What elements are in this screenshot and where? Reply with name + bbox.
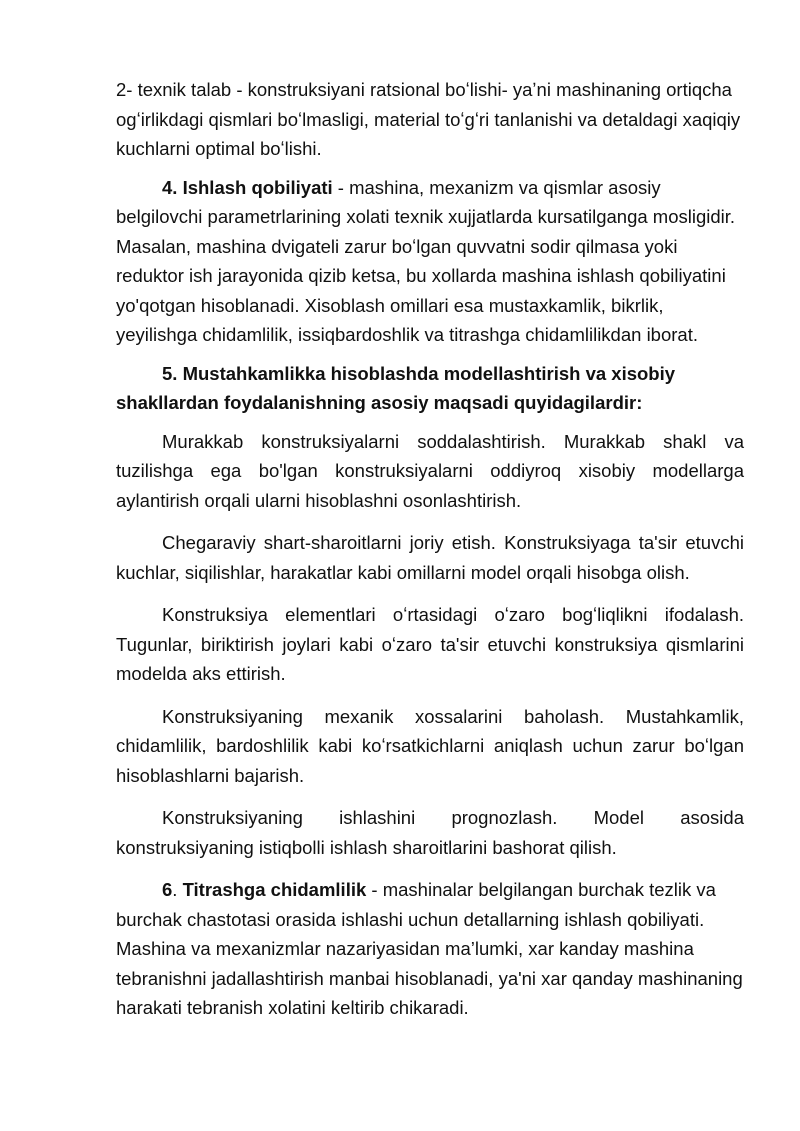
- heading-modelling-goals-text: 5. Mustahkamlikka hisoblashda modellashtirish va xisobiy shakllardan foydalanishning asosiy maqsadi quyidagilardir:: [116, 362, 676, 413]
- paragraph-mechanical-properties: Konstruksiyaning mexanik xossalarini baholash. Mustahkamlik, chidamlilik, bardoshlilik kabi koʻrsatkichlarni aniqlash uchun zarur boʻlgan hisoblashlarni bajarish.: [116, 705, 744, 786]
- working-capacity-text: - mashina, mexanizm va qismlar asosiy belgilovchi parametrlarining xolati texnik xujjatlarda kursatilganga mosligidir. Masalan, mashina dvigateli zarur boʻlgan quvvatni sodir qilmasa yoki reduktor ish jarayonida qizib ketsa, bu xollarda mashina ishlash qobiliyatini yo'qotgan hisoblanadi. Xisoblash omillari esa mustaxkamlik, bikrlik, yeyilishga chidamlilik, issiqbardoshlik va titrashga chidamlilikdan iborat.: [116, 176, 736, 345]
- paragraph-vibration-resistance: [116, 875, 744, 1023]
- paragraph-working-capacity: [116, 173, 744, 350]
- heading-working-capacity: 4. Ishlash qobiliyati: [162, 176, 333, 198]
- vibration-dot: .: [172, 879, 183, 900]
- heading-vibration-resistance: Titrashga chidamlilik: [182, 879, 367, 900]
- vibration-number: 6: [162, 879, 173, 900]
- document-body: [116, 75, 744, 1023]
- paragraph-boundary-conditions: Chegaraviy shart-sharoitlarni joriy etish. Konstruksiyaga ta'sir etuvchi kuchlar, siqilishlar, harakatlar kabi omillarni model orqali hisobga olish.: [116, 532, 744, 583]
- paragraph-simplification: Murakkab konstruksiyalarni soddalashtirish. Murakkab shakl va tuzilishga ega bo'lgan konstruksiyalarni oddiyroq xisobiy modellarga aylantirish orqali ularni hisoblashni osonlashtirish.: [116, 430, 744, 511]
- paragraph-technical-requirement: 2- texnik talab - konstruksiyani ratsional boʻlishi- yaʼni mashinaning ortiqcha ogʻirlikdagi qismlari boʻlmasligi, material toʻgʻri tanlanishi va detaldagi xaqiqiy kuchlarni optimal boʻlishi.: [116, 79, 741, 159]
- paragraph-forecasting: Konstruksiyaning ishlashini prognozlash. Model asosida konstruksiyaning istiqbolli ishlash sharoitlarini bashorat qilish.: [116, 807, 744, 858]
- vibration-text: - mashinalar belgilangan burchak tezlik va burchak chastotasi orasida ishlashi uchun detallarning ishlash qobiliyati. Mashina va mexanizmlar nazariyasidan ma’lumki, xar kanday mashina tebranishni jadallashtirish manbai hisoblanadi, ya'ni xar qanday mashinaning harakati tebranish xolatini keltirib chikaradi.: [116, 879, 743, 1018]
- paragraph-interconnection: Konstruksiya elementlari oʻrtasidagi oʻzaro bogʻliqlikni ifodalash. Tugunlar, biriktirish joylari kabi oʻzaro ta'sir etuvchi konstruksiya qismlarini modelda aks ettirish.: [116, 604, 744, 684]
- heading-modelling-goals: [116, 359, 744, 418]
